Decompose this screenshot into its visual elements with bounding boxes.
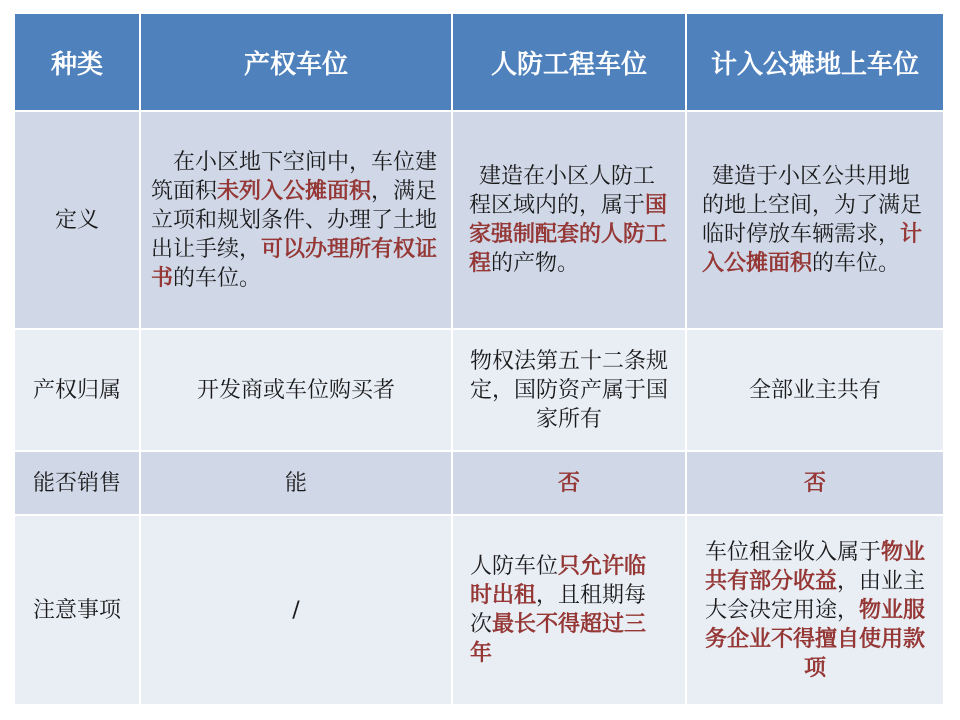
text-segment: ，满足立项和规划条件、办理了土地出让手续， xyxy=(151,178,438,262)
row-label-definition: 定义 xyxy=(14,111,140,329)
text-segment: 建造在小区人防工程区域内的，属于 xyxy=(469,164,656,218)
cell-notes-shared-ground xyxy=(686,515,944,705)
cell-definition-property xyxy=(140,111,452,329)
text-segment: ，且租期每次 xyxy=(470,583,647,637)
text-segment: 在小区地下空间中，车位建筑面积 xyxy=(151,149,438,204)
parking-comparison-table xyxy=(13,12,945,706)
row-saleable xyxy=(14,451,944,515)
cell-ownership-property: 开发商或车位购买者 xyxy=(140,329,452,451)
notes-shared-ground-text xyxy=(704,538,926,683)
header-civil-defense-parking: 人防工程车位 xyxy=(452,13,686,111)
notes-civil-defense-text xyxy=(470,552,668,668)
highlight-segment: 未列入公摊面积 xyxy=(217,178,372,204)
ownership-civil-defense-text: 物权法第五十二条规定，国防资产属于国家所有 xyxy=(469,348,668,432)
row-notes xyxy=(14,515,944,705)
header-row xyxy=(14,13,944,111)
row-label-saleable: 能否销售 xyxy=(14,451,140,515)
row-label-notes: 注意事项 xyxy=(14,515,140,705)
text-segment: ，由业主大会决定用途， xyxy=(704,568,926,623)
header-category: 种类 xyxy=(14,13,140,111)
row-definition xyxy=(14,111,944,329)
definition-property-text xyxy=(151,148,441,293)
cell-saleable-shared-ground: 否 xyxy=(686,451,944,515)
cell-definition-civil-defense xyxy=(452,111,686,329)
text-segment: 车位租金收入属于 xyxy=(704,539,881,565)
highlight-segment: 最长不得超过三年 xyxy=(470,612,647,666)
cell-definition-shared-ground xyxy=(686,111,944,329)
highlight-segment: 只允许临时出租 xyxy=(470,554,647,608)
cell-notes-property: / xyxy=(140,515,452,705)
header-shared-ground-parking: 计入公摊地上车位 xyxy=(686,13,944,111)
cell-saleable-civil-defense: 否 xyxy=(452,451,686,515)
cell-ownership-civil-defense xyxy=(452,329,686,451)
highlight-segment: 计入公摊面积 xyxy=(702,222,923,276)
text-segment: 的车位。 xyxy=(173,265,262,291)
highlight-segment: 可以办理所有权证书 xyxy=(151,236,438,291)
text-segment: 的产物。 xyxy=(491,251,580,276)
cell-saleable-property: 能 xyxy=(140,451,452,515)
text-segment: 建造于小区公共用地的地上空间，为了满足临时停放车辆需求， xyxy=(702,164,923,247)
definition-shared-ground-text xyxy=(702,162,928,278)
text-segment: 人防车位 xyxy=(470,554,559,579)
header-property-parking: 产权车位 xyxy=(140,13,452,111)
definition-civil-defense-text xyxy=(469,162,669,278)
row-label-ownership: 产权归属 xyxy=(14,329,140,451)
cell-notes-civil-defense xyxy=(452,515,686,705)
highlight-segment: 物业服务企业不得擅自使用款项 xyxy=(704,597,926,681)
highlight-segment: 国家强制配套的人防工程 xyxy=(469,193,668,276)
row-ownership xyxy=(14,329,944,451)
cell-ownership-shared-ground: 全部业主共有 xyxy=(686,329,944,451)
highlight-segment: 物业共有部分收益 xyxy=(704,539,926,594)
text-segment: 的车位。 xyxy=(812,251,901,276)
